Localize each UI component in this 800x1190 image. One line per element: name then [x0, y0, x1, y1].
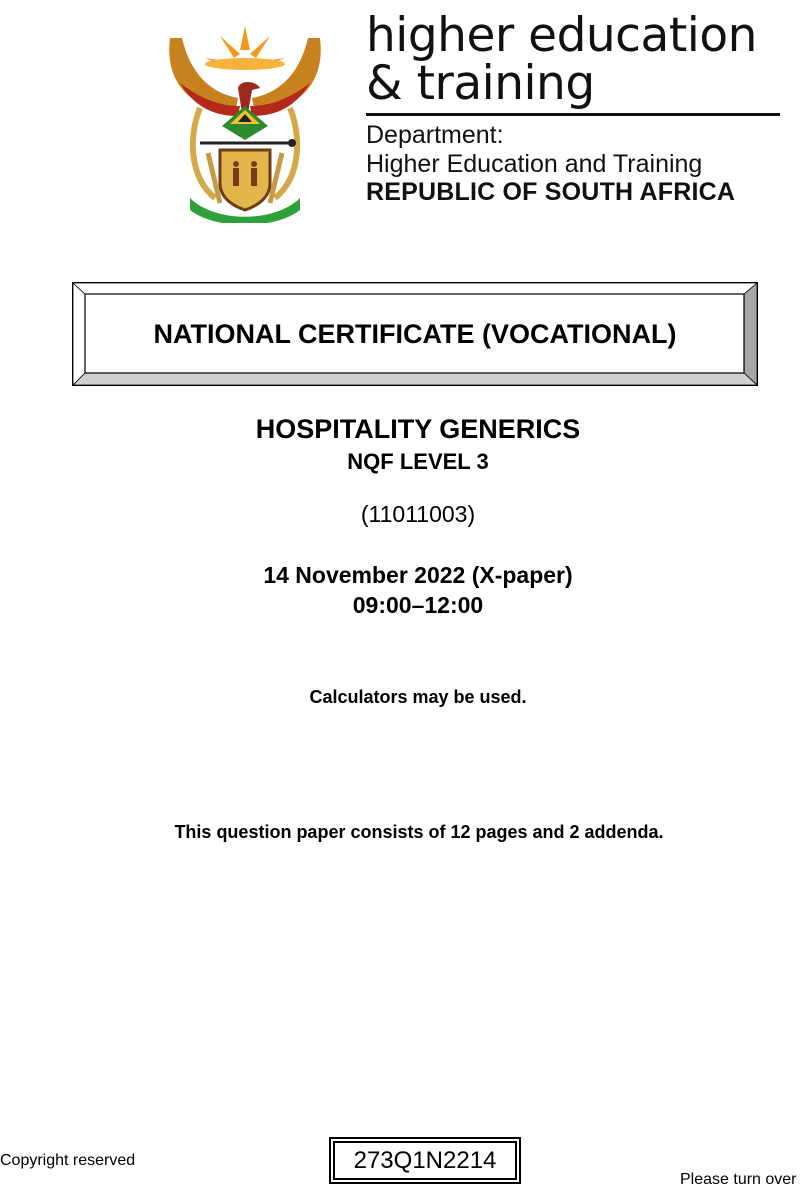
department-block — [366, 121, 702, 179]
brand-line-2: & training — [366, 56, 595, 111]
brand-wordmark — [366, 8, 757, 111]
brand-line-1: higher education — [366, 8, 757, 63]
exam-time: 09:00–12:00 — [352, 592, 484, 618]
pages-note: This question paper consists of 12 pages and 2 addenda. — [174, 822, 664, 842]
brand-divider — [366, 113, 780, 116]
subject-title: HOSPITALITY GENERICS — [255, 414, 581, 444]
turn-over-note: Please turn over — [680, 1171, 797, 1188]
calculators-note: Calculators may be used. — [309, 687, 527, 707]
paper-reference: 273Q1N2214 — [333, 1141, 517, 1180]
nqf-level: NQF LEVEL 3 — [347, 449, 489, 474]
subject-code: (11011003) — [360, 501, 476, 527]
copyright-notice: Copyright reserved — [0, 1152, 136, 1169]
department-name: Higher Education and Training — [366, 150, 703, 178]
country-name: REPUBLIC OF SOUTH AFRICA — [366, 178, 736, 206]
department-label: Department: — [366, 121, 504, 149]
paper-reference-box — [329, 1137, 521, 1184]
exam-date: 14 November 2022 (X-paper) — [263, 562, 573, 588]
coat-of-arms-icon — [160, 18, 330, 223]
certificate-title: NATIONAL CERTIFICATE (VOCATIONAL) — [153, 318, 677, 349]
